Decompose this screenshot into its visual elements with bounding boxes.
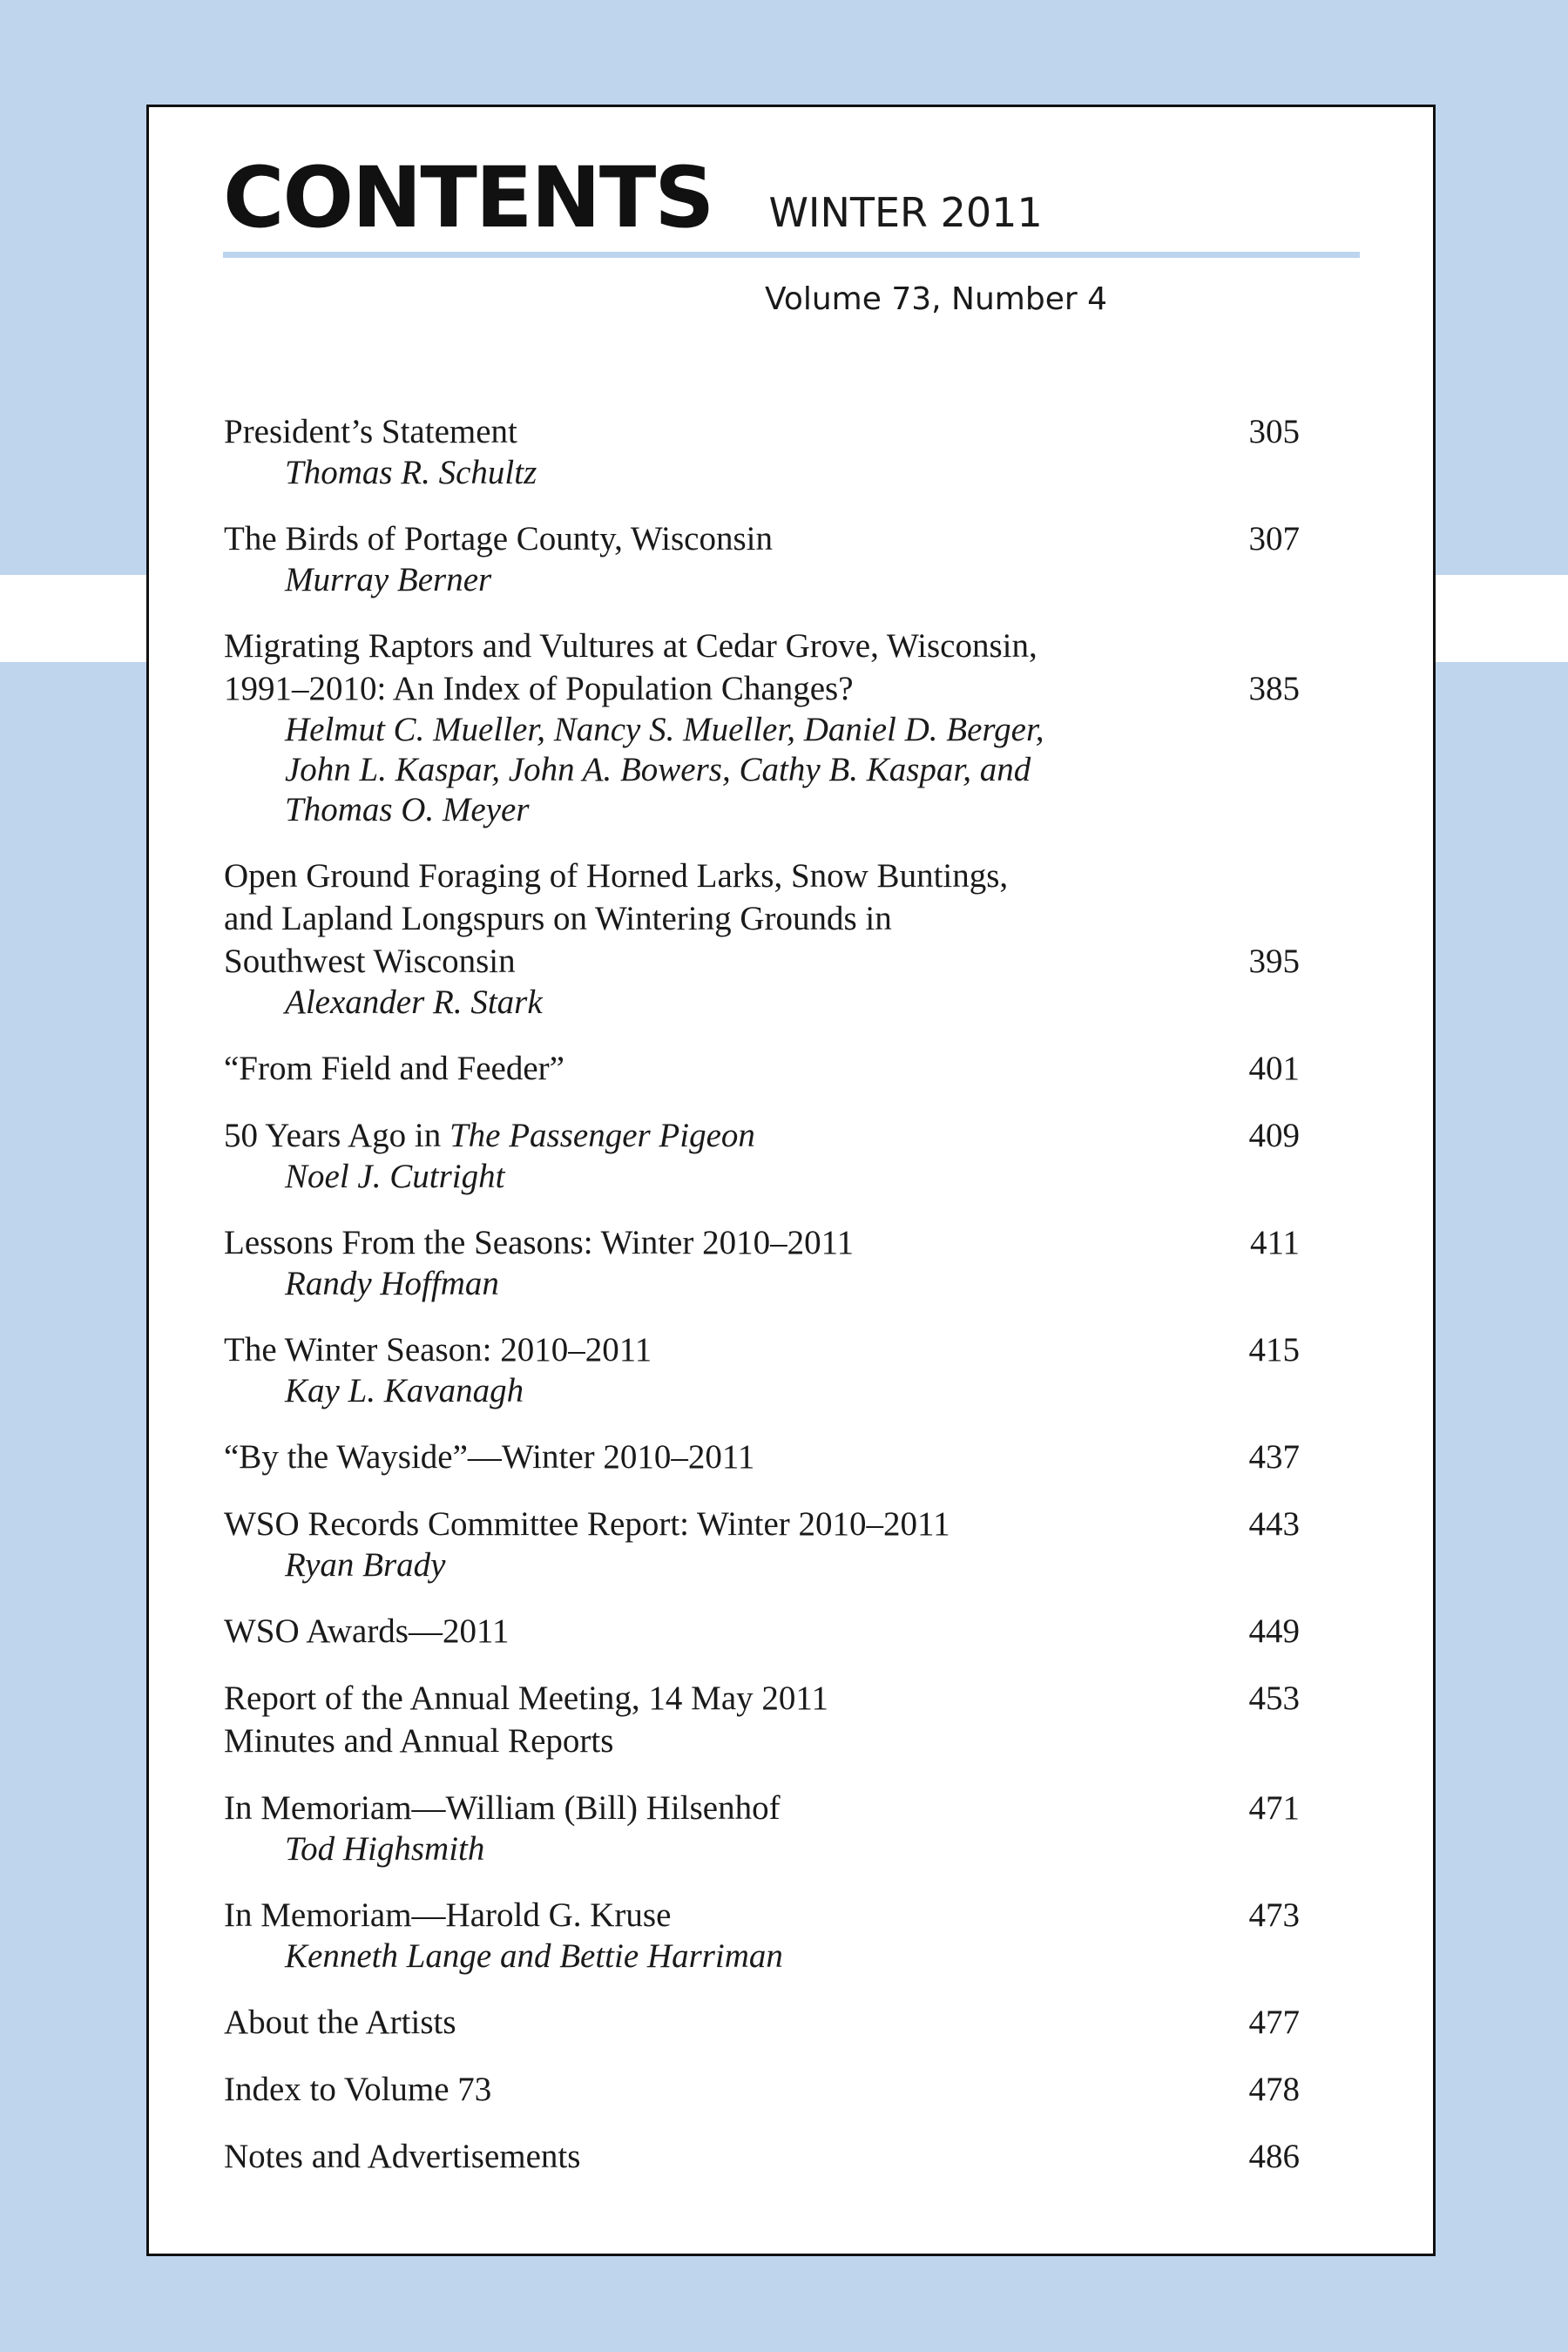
entry-title-line — [224, 1894, 1300, 1936]
entry-title-line — [224, 625, 1300, 667]
entry-title-text: About the Artists — [224, 2004, 456, 2041]
entry-title-line — [224, 1328, 1300, 1371]
toc-entry — [224, 2001, 1300, 2044]
toc-entry — [224, 855, 1300, 1023]
toc-entry — [224, 1787, 1300, 1869]
entry-author: Ryan Brady — [285, 1546, 446, 1584]
entry-author: Thomas R. Schultz — [285, 454, 537, 491]
entry-author: Alexander R. Stark — [285, 983, 543, 1021]
entry-title-line — [224, 2001, 1300, 2044]
toc-entry — [224, 1436, 1300, 1478]
page-number: 395 — [1248, 943, 1300, 980]
entry-author: John L. Kaspar, John A. Bowers, Cathy B. Kaspar, and — [285, 751, 1031, 788]
entry-title-text: “By the Wayside”—Winter 2010–2011 — [224, 1438, 755, 1476]
entry-author: Kenneth Lange and Bettie Harriman — [285, 1937, 783, 1975]
toc-entry — [224, 1328, 1300, 1411]
entry-title-text: and Lapland Longspurs on Wintering Grounds in — [224, 900, 892, 937]
entry-title-text: The Birds of Portage County, Wisconsin — [224, 520, 773, 558]
entry-title-line — [224, 1610, 1300, 1652]
entry-title-line — [224, 940, 1300, 983]
entry-title-text: Open Ground Foraging of Horned Larks, Snow Buntings, — [224, 857, 1009, 895]
page-number: 477 — [1248, 2004, 1300, 2041]
page-number: 307 — [1248, 520, 1300, 558]
entry-title-text: WSO Awards—2011 — [224, 1612, 510, 1650]
entry-title-text: President’s Statement — [224, 413, 517, 450]
page-number: 486 — [1248, 2138, 1300, 2175]
entry-title-line — [224, 517, 1300, 560]
entry-title-text: WSO Records Committee Report: Winter 2010–2011 — [224, 1505, 950, 1543]
entry-author: Noel J. Cutright — [285, 1158, 505, 1195]
toc-entry — [224, 1677, 1300, 1762]
entry-title-line — [224, 897, 1300, 940]
page-number: 305 — [1248, 413, 1300, 450]
entry-title-line — [224, 1503, 1300, 1545]
entry-author: Randy Hoffman — [285, 1265, 499, 1302]
entry-author: Thomas O. Meyer — [285, 791, 530, 828]
entry-title-text: 50 Years Ago in — [224, 1117, 449, 1154]
page-number: 443 — [1248, 1505, 1300, 1543]
entry-title-text: Report of the Annual Meeting, 14 May 2011 — [224, 1680, 828, 1717]
toc-entry — [224, 1221, 1300, 1304]
page-number: 471 — [1248, 1789, 1300, 1827]
toc-entry — [224, 1114, 1300, 1197]
page-number: 437 — [1248, 1438, 1300, 1476]
entry-title-text: Migrating Raptors and Vultures at Cedar Grove, Wisconsin, — [224, 627, 1037, 665]
entry-title-text: Lessons From the Seasons: Winter 2010–2011 — [224, 1224, 855, 1261]
page-number: 385 — [1248, 670, 1300, 707]
page-number: 449 — [1248, 1612, 1300, 1650]
entry-title-text: Index to Volume 73 — [224, 2071, 492, 2108]
entry-title-text: The Winter Season: 2010–2011 — [224, 1331, 652, 1369]
entry-title-line — [224, 2135, 1300, 2178]
toc-entry — [224, 1894, 1300, 1977]
page-number: 409 — [1248, 1117, 1300, 1154]
entry-title-line — [224, 1720, 1300, 1762]
entry-title-text: Southwest Wisconsin — [224, 943, 516, 980]
toc-entry — [224, 517, 1300, 600]
entry-title-text: Minutes and Annual Reports — [224, 1722, 614, 1760]
toc-entry — [224, 625, 1300, 830]
entry-title-line — [224, 1436, 1300, 1478]
entry-title-text: “From Field and Feeder” — [224, 1050, 564, 1087]
toc-entry — [224, 1047, 1300, 1090]
entry-title-line — [224, 1787, 1300, 1829]
page-number: 478 — [1248, 2071, 1300, 2108]
entry-title-line — [224, 855, 1300, 897]
entry-author: Kay L. Kavanagh — [285, 1372, 524, 1409]
entry-title-italic: The Passenger Pigeon — [449, 1117, 755, 1154]
volume-number: Volume 73, Number 4 — [765, 281, 1107, 317]
table-of-contents — [224, 410, 1300, 2202]
toc-entry — [224, 410, 1300, 493]
toc-entry — [224, 2135, 1300, 2178]
page-number: 401 — [1248, 1050, 1300, 1087]
entry-title-line — [224, 2068, 1300, 2111]
toc-entry — [224, 1610, 1300, 1652]
entry-title-line — [224, 410, 1300, 453]
page-number: 415 — [1248, 1331, 1300, 1369]
contents-title: CONTENTS — [223, 149, 713, 247]
page-number: 453 — [1248, 1680, 1300, 1717]
entry-author: Tod Highsmith — [285, 1830, 485, 1868]
page-number: 411 — [1249, 1224, 1300, 1261]
entry-title-line — [224, 1221, 1300, 1264]
toc-entry — [224, 2068, 1300, 2111]
contents-panel — [146, 105, 1436, 2256]
entry-author: Murray Berner — [285, 561, 492, 598]
entry-title-text: Notes and Advertisements — [224, 2138, 581, 2175]
header — [223, 149, 1043, 247]
entry-title-text: In Memoriam—Harold G. Kruse — [224, 1896, 672, 1934]
issue-season: WINTER 2011 — [768, 189, 1043, 236]
entry-title-text: 1991–2010: An Index of Population Changes? — [224, 670, 854, 707]
entry-author: Helmut C. Mueller, Nancy S. Mueller, Daniel D. Berger, — [285, 711, 1044, 748]
toc-entry — [224, 1503, 1300, 1585]
entry-title-line — [224, 1047, 1300, 1090]
entry-title-text: In Memoriam—William (Bill) Hilsenhof — [224, 1789, 781, 1827]
header-rule — [223, 252, 1360, 258]
entry-title-line — [224, 667, 1300, 710]
entry-title-line — [224, 1677, 1300, 1720]
entry-title-line — [224, 1114, 1300, 1157]
page-number: 473 — [1248, 1896, 1300, 1934]
